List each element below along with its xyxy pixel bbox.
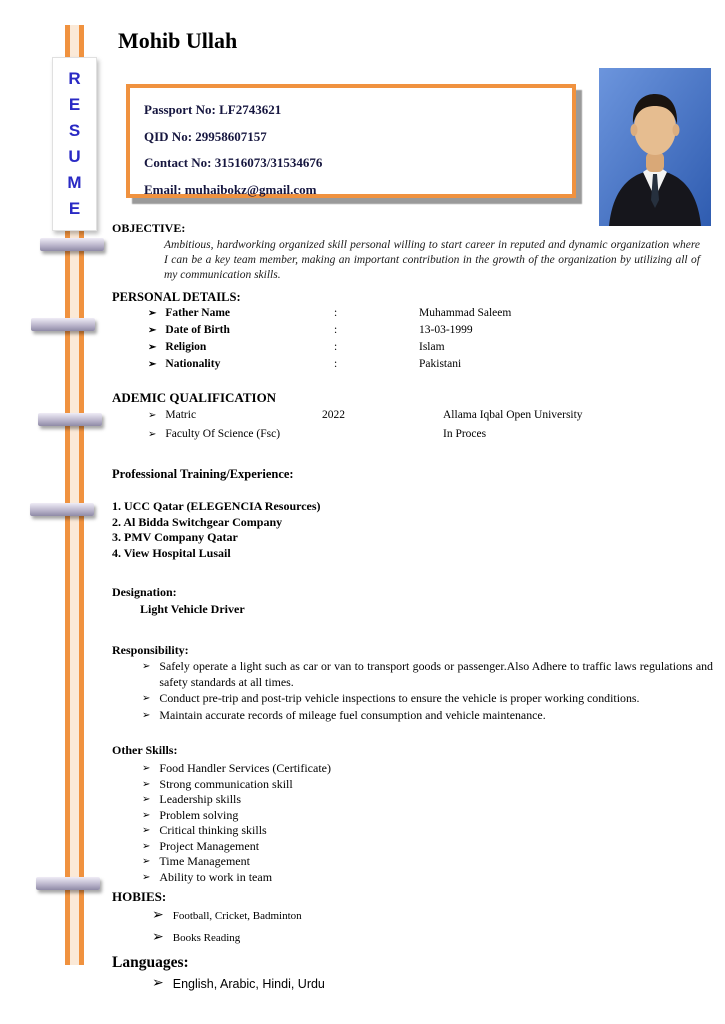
- objective-text: Ambitious, hardworking organized skill personal willing to start career in reputed and dynamic organization where I can be a key team member, making an important contribution in the growth of the organization by utilizing all of my communication skills.: [164, 239, 700, 281]
- separator: :: [334, 307, 338, 319]
- separator: :: [334, 324, 338, 336]
- language-item: ➢ English, Arabic, Hindi, Urdu: [152, 976, 325, 991]
- personal-value: Muhammad Saleem: [419, 307, 512, 319]
- personal-value: 13-03-1999: [419, 324, 473, 336]
- arrow-bullet-icon: ➢: [152, 930, 164, 945]
- personal-label: Religion: [165, 341, 207, 353]
- personal-label: Father Name: [165, 307, 231, 319]
- training-item: 1. UCC Qatar (ELEGENCIA Resources): [112, 499, 321, 513]
- candidate-name: Mohib Ullah: [118, 28, 238, 53]
- arrow-bullet-icon: ➢: [142, 840, 151, 852]
- responsibility-item: ➢ Safely operate a light such as car or van to transport goods or passenger.Also Adhere to traffic laws regulations and safety standards at all times.: [142, 659, 713, 689]
- arrow-bullet-icon: ➢: [142, 693, 151, 704]
- objective-heading: OBJECTIVE:: [112, 221, 186, 235]
- arrow-bullet-icon: ➢: [142, 778, 151, 790]
- binder-clip: [30, 503, 94, 516]
- personal-label: Date of Birth: [165, 324, 230, 336]
- personal-row: [112, 356, 713, 373]
- training-heading: Professional Training/Experience:: [112, 467, 294, 481]
- arrow-bullet-icon: ➢: [152, 908, 164, 923]
- skill-item: ➢ Strong communication skill: [142, 776, 293, 791]
- arrow-bullet-icon: ➢: [148, 428, 157, 440]
- personal-value: Islam: [419, 341, 445, 353]
- academic-heading: ADEMIC QUALIFICATION: [112, 390, 277, 405]
- email-address: Email: muhaibokz@gmail.com: [144, 181, 317, 197]
- arrow-bullet-icon: ➢: [142, 856, 151, 867]
- skill-item: ➢ Critical thinking skills: [142, 823, 267, 837]
- arrow-bullet-icon: ➢: [142, 809, 151, 821]
- responsibility-item: ➢ Maintain accurate records of mileage fuel consumption and vehicle maintenance.: [142, 707, 546, 722]
- training-item: 4. View Hospital Lusail: [112, 545, 231, 560]
- designation-value: Light Vehicle Driver: [140, 602, 245, 616]
- course-name: Matric: [165, 409, 197, 421]
- skill-item: ➢ Project Management: [142, 838, 260, 853]
- personal-label: Nationality: [165, 358, 221, 370]
- skill-item: ➢ Ability to work in team: [142, 869, 273, 884]
- resume-body: [112, 221, 713, 993]
- arrow-bullet-icon: ➢: [148, 308, 157, 319]
- skills-list: [112, 761, 713, 885]
- contact-number: Contact No: 31516073/31534676: [144, 155, 323, 170]
- training-item: 2. Al Bidda Switchgear Company: [112, 514, 283, 529]
- arrow-bullet-icon: ➢: [142, 825, 151, 836]
- skill-item: ➢ Food Handler Services (Certificate): [142, 761, 331, 775]
- qid-number: QID No: 29958607157: [144, 128, 267, 144]
- arrow-bullet-icon: ➢: [148, 359, 157, 370]
- responsibility-item: ➢ Conduct pre-trip and post-trip vehicle inspections to ensure the vehicle is proper working conditions.: [142, 691, 640, 705]
- binder-clip: [36, 877, 100, 890]
- course-year: 2022: [322, 409, 345, 421]
- arrow-bullet-icon: ➢: [148, 342, 157, 353]
- hobby-item: ➢ Football, Cricket, Badminton: [112, 905, 713, 927]
- contact-box: [126, 84, 576, 198]
- skill-item: ➢ Leadership skills: [142, 792, 242, 806]
- arrow-bullet-icon: ➢: [142, 661, 151, 672]
- hobby-item: ➢ Books Reading: [112, 927, 713, 949]
- personal-value: Pakistani: [419, 358, 462, 370]
- binder-clip: [31, 318, 95, 331]
- resume-label-box: [52, 57, 97, 231]
- personal-row: [112, 339, 713, 356]
- resume-label: RESUME: [67, 69, 82, 218]
- hobbies-heading: HOBIES:: [112, 889, 167, 904]
- arrow-bullet-icon: ➢: [142, 763, 151, 774]
- skill-item: ➢ Problem solving: [142, 807, 239, 822]
- training-list: [112, 499, 713, 561]
- passport-number: Passport No: LF2743621: [144, 102, 282, 117]
- responsibility-heading: Responsibility:: [112, 643, 189, 657]
- personal-row: [112, 322, 713, 339]
- personal-row: [112, 305, 713, 322]
- arrow-bullet-icon: ➢: [148, 325, 157, 336]
- binder-clip: [40, 238, 104, 251]
- designation-heading: Designation:: [112, 585, 177, 599]
- personal-details-heading: PERSONAL DETAILS:: [112, 290, 241, 304]
- institute-name: Allama Iqbal Open University: [443, 409, 583, 421]
- languages-heading: Languages:: [112, 954, 189, 971]
- separator: :: [334, 358, 338, 370]
- arrow-bullet-icon: ➢: [142, 709, 151, 721]
- skill-item: ➢ Time Management: [142, 854, 250, 868]
- arrow-bullet-icon: ➢: [142, 794, 151, 805]
- arrow-bullet-icon: ➢: [152, 976, 164, 991]
- profile-photo: [599, 68, 711, 226]
- institute-name: In Proces: [443, 427, 487, 440]
- separator: :: [334, 341, 338, 353]
- training-item: 3. PMV Company Qatar: [112, 530, 238, 544]
- academic-row: [112, 407, 713, 425]
- academic-row: [112, 426, 713, 444]
- arrow-bullet-icon: ➢: [148, 410, 157, 421]
- arrow-bullet-icon: ➢: [142, 871, 151, 883]
- skills-heading: Other Skills:: [112, 743, 178, 757]
- course-name: Faculty Of Science (Fsc): [165, 427, 281, 440]
- course-year: [322, 426, 443, 444]
- binder-clip: [38, 413, 102, 426]
